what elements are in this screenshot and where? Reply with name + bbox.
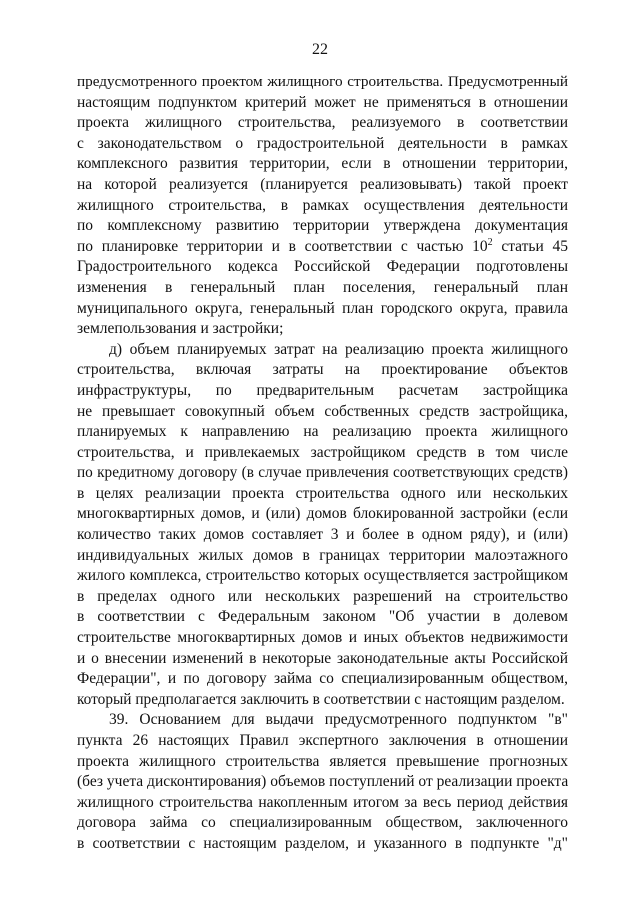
text-line: договора займа со специализированным обществом, заключенного [77,814,568,832]
text-line: не превышает совокупный объем собственных средств застройщика, [77,402,568,420]
text-line: землепользования и застройки; [77,320,284,338]
text-fragment: статьи 45 [492,237,568,255]
text-line: с законодательством о градостроительной деятельности в рамках [77,134,568,152]
page-number: 22 [312,41,328,58]
text-line: в целях реализации проекта строительства одного или нескольких [77,484,568,502]
text-line: жилищного строительства, в рамках осуществления деятельности [77,196,568,214]
text-line: изменения в генеральный план поселения, генеральный план [77,278,568,296]
paragraph-continuation [77,72,568,340]
text-line: планируемых к направлению на реализацию проекта жилищного [77,423,568,441]
text-line: муниципального округа, генеральный план городского округа, правила [77,299,568,317]
text-line: по кредитному договору (в случае привлечения соответствующих средств) [77,464,568,482]
paragraph-point-39 [77,710,568,854]
text-line: проекта жилищного строительства является превышение прогнозных [77,752,568,770]
text-line: Федерации", и по договору займа со специализированным обществом, [77,670,568,688]
text-line: 39. Основанием для выдачи предусмотренного подпунктом "в" [109,711,568,729]
text-line: в соответствии с Федеральным законом "Об участии в долевом [77,608,568,626]
text-line: строительства, включая затраты на проектирование объектов [77,361,568,379]
text-line: индивидуальных жилых домов в границах территории малоэтажного [77,546,568,564]
text-line: д) объем планируемых затрат на реализацию проекта жилищного [109,340,568,358]
text-line: в соответствии с настоящим разделом, и указанного в подпункте "д" [77,834,568,852]
text-line: строительстве многоквартирных домов и иных объектов недвижимости [77,629,568,647]
text-line: Градостроительного кодекса Российской Федерации подготовлены [77,258,568,276]
text-line: количество таких домов составляет 3 и более в одном ряду), и (или) [77,526,568,544]
text-line: предусмотренного проектом жилищного строительства. Предусмотренный [77,73,568,90]
text-line: на которой реализуется (планируется реализовывать) такой проект [77,175,568,193]
text-line: по комплексному развитию территории утверждена документация [77,217,568,235]
text-line: и о внесении изменений в некоторые законодательные акты Российской [77,649,568,667]
paragraph-subpoint-d [77,340,568,711]
text-line: настоящим подпунктом критерий может не применяться в отношении [77,93,568,111]
superscript: 2 [487,236,493,248]
text-line: жилого комплекса, строительство которых осуществляется застройщиком [77,567,568,585]
text-line: инфраструктуры, по предварительным расчетам застройщика [77,381,568,399]
text-line: пункта 26 настоящих Правил экспертного заключения в отношении [77,732,568,749]
text-line-with-superscript [77,237,568,258]
text-line: многоквартирных домов, и (или) домов блокированной застройки (если [77,505,568,523]
text-line: комплексного развития территории, если в отношении территории, [77,155,568,173]
text-line: проекта жилищного строительства, реализуемого в соответствии [77,114,568,132]
text-line: жилищного строительства накопленным итогом за весь период действия [77,793,568,811]
text-line: в пределах одного или нескольких разрешений на строительство [77,587,568,605]
text-line: строительства, и привлекаемых застройщиком средств в том числе [77,443,568,461]
text-line: (без учета дисконтирования) объемов поступлений от реализации проекта [77,773,569,791]
document-body [77,72,568,855]
text-line: который предполагается заключить в соответствии с настоящим разделом. [77,690,565,708]
text-fragment: по планировке территории и в соответствии с частью 10 [77,237,488,255]
